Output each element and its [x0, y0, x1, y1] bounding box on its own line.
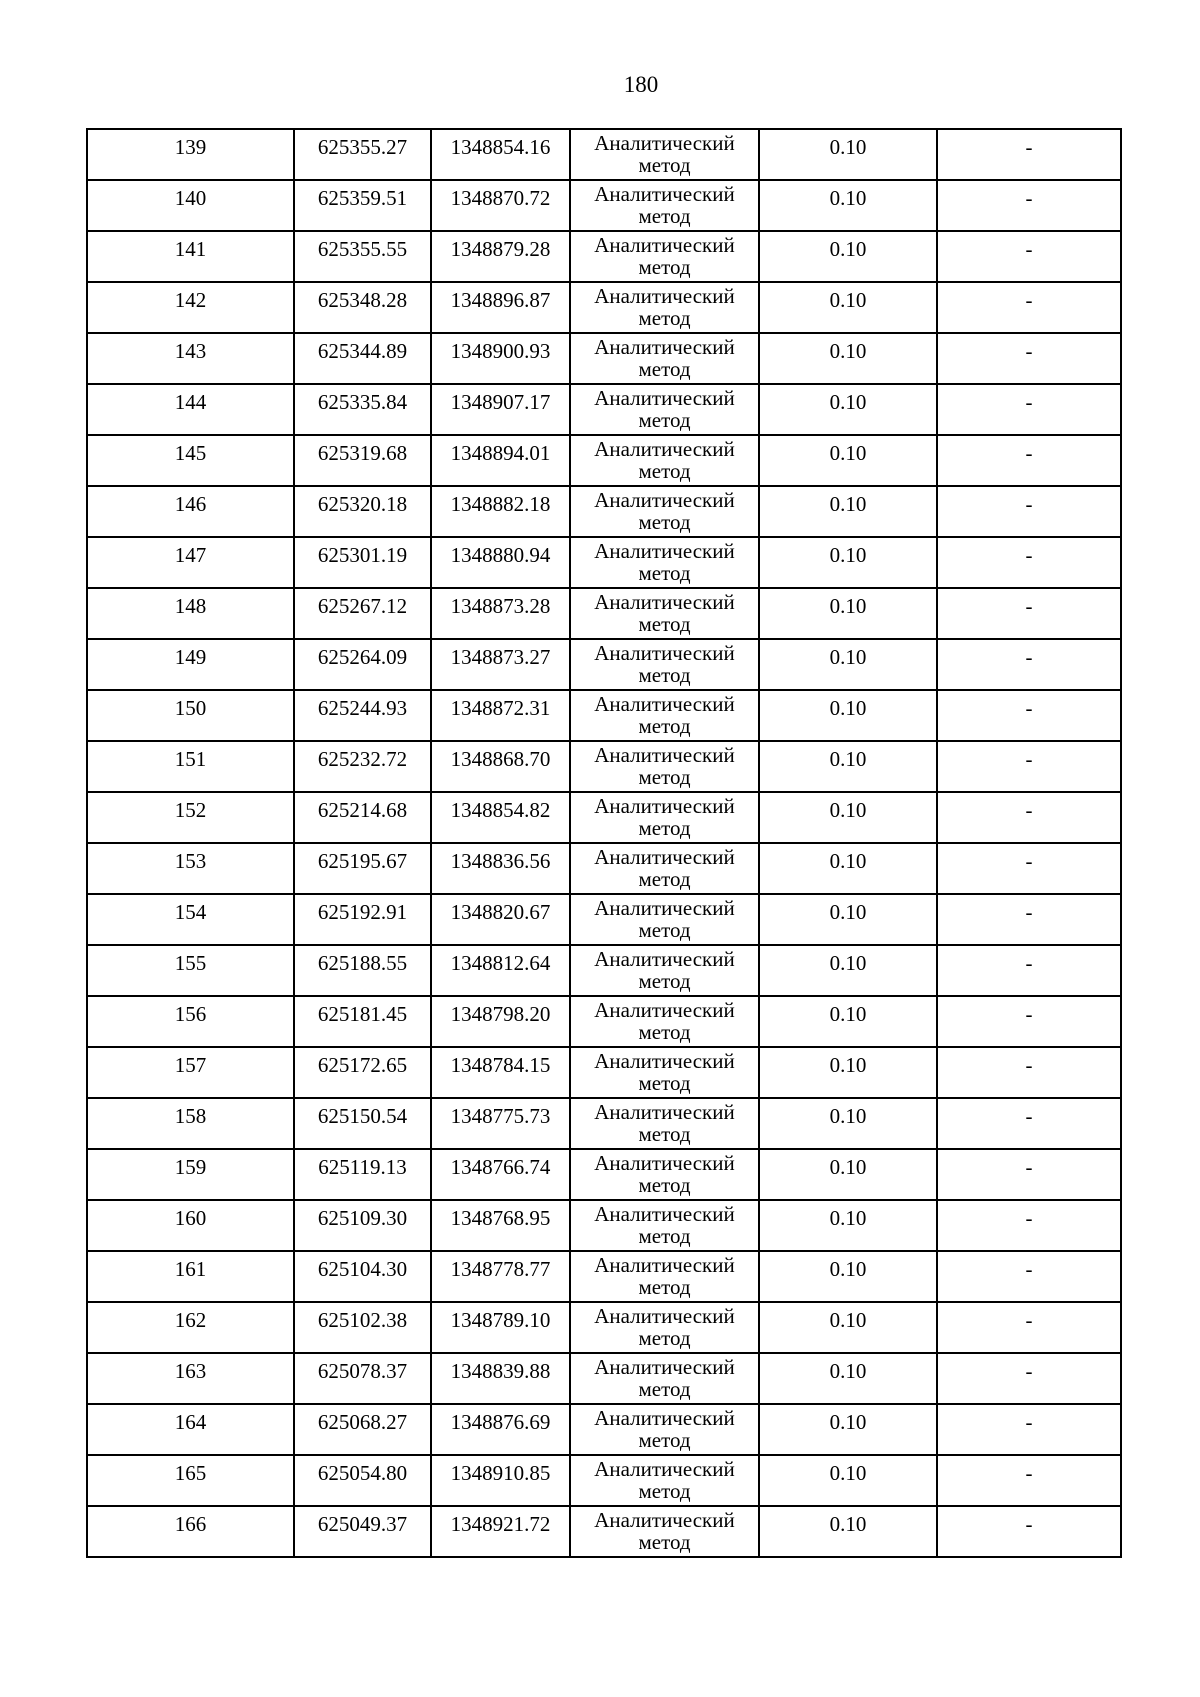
method-cell — [570, 945, 759, 996]
table-row — [87, 1506, 1121, 1557]
point-number-cell: 140 — [87, 180, 294, 231]
method-line-2: метод — [638, 663, 691, 687]
method-line-1: Аналитический — [594, 998, 735, 1022]
method-line-1: Аналитический — [594, 284, 735, 308]
point-number-cell: 146 — [87, 486, 294, 537]
x-coordinate-cell: 625319.68 — [294, 435, 431, 486]
method-cell — [570, 996, 759, 1047]
point-number-cell: 163 — [87, 1353, 294, 1404]
note-cell: - — [937, 435, 1121, 486]
method-line-1: Аналитический — [594, 1100, 735, 1124]
table-row — [87, 945, 1121, 996]
x-coordinate-cell: 625078.37 — [294, 1353, 431, 1404]
y-coordinate-cell: 1348854.82 — [431, 792, 570, 843]
note-cell: - — [937, 792, 1121, 843]
y-coordinate-cell: 1348872.31 — [431, 690, 570, 741]
note-cell: - — [937, 282, 1121, 333]
point-number-cell: 165 — [87, 1455, 294, 1506]
method-line-1: Аналитический — [594, 1304, 735, 1328]
x-coordinate-cell: 625054.80 — [294, 1455, 431, 1506]
accuracy-cell: 0.10 — [759, 1353, 937, 1404]
table-row — [87, 996, 1121, 1047]
method-line-2: метод — [638, 255, 691, 279]
table-row — [87, 486, 1121, 537]
method-cell — [570, 639, 759, 690]
method-line-1: Аналитический — [594, 590, 735, 614]
method-line-2: метод — [638, 1173, 691, 1197]
method-cell — [570, 843, 759, 894]
accuracy-cell: 0.10 — [759, 690, 937, 741]
table-row — [87, 180, 1121, 231]
method-line-1: Аналитический — [594, 539, 735, 563]
note-cell: - — [937, 129, 1121, 180]
table-row — [87, 843, 1121, 894]
note-cell: - — [937, 537, 1121, 588]
method-line-1: Аналитический — [594, 641, 735, 665]
note-cell: - — [937, 588, 1121, 639]
table-row — [87, 1455, 1121, 1506]
accuracy-cell: 0.10 — [759, 1404, 937, 1455]
table-row — [87, 894, 1121, 945]
table-row — [87, 1251, 1121, 1302]
table-row — [87, 639, 1121, 690]
method-line-2: метод — [638, 1275, 691, 1299]
accuracy-cell: 0.10 — [759, 741, 937, 792]
method-line-2: метод — [638, 357, 691, 381]
method-line-2: метод — [638, 408, 691, 432]
y-coordinate-cell: 1348775.73 — [431, 1098, 570, 1149]
accuracy-cell: 0.10 — [759, 1200, 937, 1251]
table-row — [87, 1047, 1121, 1098]
point-number-cell: 156 — [87, 996, 294, 1047]
y-coordinate-cell: 1348839.88 — [431, 1353, 570, 1404]
note-cell: - — [937, 1200, 1121, 1251]
y-coordinate-cell: 1348766.74 — [431, 1149, 570, 1200]
point-number-cell: 147 — [87, 537, 294, 588]
x-coordinate-cell: 625355.55 — [294, 231, 431, 282]
y-coordinate-cell: 1348868.70 — [431, 741, 570, 792]
coordinates-table — [86, 128, 1122, 1558]
point-number-cell: 158 — [87, 1098, 294, 1149]
y-coordinate-cell: 1348879.28 — [431, 231, 570, 282]
method-line-2: метод — [638, 1428, 691, 1452]
x-coordinate-cell: 625119.13 — [294, 1149, 431, 1200]
table-row — [87, 741, 1121, 792]
table-body — [87, 129, 1121, 1557]
table-row — [87, 435, 1121, 486]
method-cell — [570, 588, 759, 639]
point-number-cell: 148 — [87, 588, 294, 639]
point-number-cell: 161 — [87, 1251, 294, 1302]
method-line-1: Аналитический — [594, 335, 735, 359]
y-coordinate-cell: 1348768.95 — [431, 1200, 570, 1251]
accuracy-cell: 0.10 — [759, 1455, 937, 1506]
point-number-cell: 159 — [87, 1149, 294, 1200]
method-line-1: Аналитический — [594, 182, 735, 206]
method-line-2: метод — [638, 153, 691, 177]
method-line-2: метод — [638, 459, 691, 483]
method-cell — [570, 1353, 759, 1404]
x-coordinate-cell: 625102.38 — [294, 1302, 431, 1353]
method-line-1: Аналитический — [594, 794, 735, 818]
method-line-2: метод — [638, 510, 691, 534]
method-line-2: метод — [638, 969, 691, 993]
method-line-2: метод — [638, 1326, 691, 1350]
method-cell — [570, 741, 759, 792]
accuracy-cell: 0.10 — [759, 231, 937, 282]
x-coordinate-cell: 625301.19 — [294, 537, 431, 588]
method-line-2: метод — [638, 714, 691, 738]
note-cell: - — [937, 1251, 1121, 1302]
note-cell: - — [937, 945, 1121, 996]
method-line-1: Аналитический — [594, 488, 735, 512]
method-line-2: метод — [638, 1020, 691, 1044]
method-cell — [570, 1149, 759, 1200]
x-coordinate-cell: 625320.18 — [294, 486, 431, 537]
x-coordinate-cell: 625344.89 — [294, 333, 431, 384]
method-line-2: метод — [638, 765, 691, 789]
accuracy-cell: 0.10 — [759, 1506, 937, 1557]
point-number-cell: 160 — [87, 1200, 294, 1251]
method-cell — [570, 282, 759, 333]
y-coordinate-cell: 1348798.20 — [431, 996, 570, 1047]
method-cell — [570, 1047, 759, 1098]
method-cell — [570, 435, 759, 486]
accuracy-cell: 0.10 — [759, 945, 937, 996]
table-row — [87, 1302, 1121, 1353]
x-coordinate-cell: 625172.65 — [294, 1047, 431, 1098]
point-number-cell: 142 — [87, 282, 294, 333]
method-line-2: метод — [638, 1479, 691, 1503]
method-line-2: метод — [638, 918, 691, 942]
method-cell — [570, 180, 759, 231]
note-cell: - — [937, 1149, 1121, 1200]
table-row — [87, 384, 1121, 435]
table-row — [87, 231, 1121, 282]
page-number: 180 — [623, 72, 659, 97]
accuracy-cell: 0.10 — [759, 1047, 937, 1098]
note-cell: - — [937, 486, 1121, 537]
x-coordinate-cell: 625264.09 — [294, 639, 431, 690]
note-cell: - — [937, 639, 1121, 690]
accuracy-cell: 0.10 — [759, 486, 937, 537]
method-cell — [570, 1251, 759, 1302]
method-line-1: Аналитический — [594, 1355, 735, 1379]
method-line-1: Аналитический — [594, 1049, 735, 1073]
y-coordinate-cell: 1348836.56 — [431, 843, 570, 894]
point-number-cell: 150 — [87, 690, 294, 741]
method-line-2: метод — [638, 561, 691, 585]
method-cell — [570, 486, 759, 537]
point-number-cell: 166 — [87, 1506, 294, 1557]
method-line-1: Аналитический — [594, 233, 735, 257]
point-number-cell: 152 — [87, 792, 294, 843]
point-number-cell: 153 — [87, 843, 294, 894]
y-coordinate-cell: 1348789.10 — [431, 1302, 570, 1353]
y-coordinate-cell: 1348900.93 — [431, 333, 570, 384]
accuracy-cell: 0.10 — [759, 333, 937, 384]
method-cell — [570, 792, 759, 843]
table-row — [87, 1149, 1121, 1200]
method-line-1: Аналитический — [594, 1151, 735, 1175]
method-cell — [570, 384, 759, 435]
method-line-1: Аналитический — [594, 896, 735, 920]
point-number-cell: 154 — [87, 894, 294, 945]
table-row — [87, 1098, 1121, 1149]
method-line-1: Аналитический — [594, 692, 735, 716]
accuracy-cell: 0.10 — [759, 588, 937, 639]
table-row — [87, 588, 1121, 639]
point-number-cell: 157 — [87, 1047, 294, 1098]
point-number-cell: 164 — [87, 1404, 294, 1455]
method-cell — [570, 1098, 759, 1149]
accuracy-cell: 0.10 — [759, 996, 937, 1047]
note-cell: - — [937, 690, 1121, 741]
x-coordinate-cell: 625267.12 — [294, 588, 431, 639]
point-number-cell: 162 — [87, 1302, 294, 1353]
method-line-2: метод — [638, 1224, 691, 1248]
accuracy-cell: 0.10 — [759, 843, 937, 894]
method-cell — [570, 1200, 759, 1251]
y-coordinate-cell: 1348784.15 — [431, 1047, 570, 1098]
x-coordinate-cell: 625150.54 — [294, 1098, 431, 1149]
note-cell: - — [937, 180, 1121, 231]
method-cell — [570, 231, 759, 282]
x-coordinate-cell: 625192.91 — [294, 894, 431, 945]
accuracy-cell: 0.10 — [759, 1149, 937, 1200]
accuracy-cell: 0.10 — [759, 1251, 937, 1302]
method-line-1: Аналитический — [594, 1457, 735, 1481]
x-coordinate-cell: 625195.67 — [294, 843, 431, 894]
y-coordinate-cell: 1348820.67 — [431, 894, 570, 945]
x-coordinate-cell: 625104.30 — [294, 1251, 431, 1302]
y-coordinate-cell: 1348876.69 — [431, 1404, 570, 1455]
y-coordinate-cell: 1348882.18 — [431, 486, 570, 537]
accuracy-cell: 0.10 — [759, 894, 937, 945]
y-coordinate-cell: 1348910.85 — [431, 1455, 570, 1506]
method-cell — [570, 129, 759, 180]
x-coordinate-cell: 625348.28 — [294, 282, 431, 333]
x-coordinate-cell: 625109.30 — [294, 1200, 431, 1251]
method-cell — [570, 333, 759, 384]
x-coordinate-cell: 625181.45 — [294, 996, 431, 1047]
note-cell: - — [937, 231, 1121, 282]
method-line-2: метод — [638, 306, 691, 330]
method-line-1: Аналитический — [594, 1253, 735, 1277]
accuracy-cell: 0.10 — [759, 282, 937, 333]
method-line-1: Аналитический — [594, 845, 735, 869]
y-coordinate-cell: 1348880.94 — [431, 537, 570, 588]
note-cell: - — [937, 843, 1121, 894]
method-cell — [570, 1455, 759, 1506]
method-line-2: метод — [638, 1122, 691, 1146]
accuracy-cell: 0.10 — [759, 180, 937, 231]
accuracy-cell: 0.10 — [759, 792, 937, 843]
point-number-cell: 141 — [87, 231, 294, 282]
x-coordinate-cell: 625355.27 — [294, 129, 431, 180]
method-line-2: метод — [638, 816, 691, 840]
point-number-cell: 143 — [87, 333, 294, 384]
y-coordinate-cell: 1348894.01 — [431, 435, 570, 486]
x-coordinate-cell: 625068.27 — [294, 1404, 431, 1455]
point-number-cell: 155 — [87, 945, 294, 996]
note-cell: - — [937, 741, 1121, 792]
note-cell: - — [937, 384, 1121, 435]
table-row — [87, 129, 1121, 180]
method-cell — [570, 894, 759, 945]
point-number-cell: 149 — [87, 639, 294, 690]
method-line-2: метод — [638, 867, 691, 891]
note-cell: - — [937, 894, 1121, 945]
method-line-2: метод — [638, 204, 691, 228]
table-row — [87, 690, 1121, 741]
y-coordinate-cell: 1348870.72 — [431, 180, 570, 231]
point-number-cell: 151 — [87, 741, 294, 792]
method-line-1: Аналитический — [594, 1508, 735, 1532]
method-line-1: Аналитический — [594, 131, 735, 155]
point-number-cell: 145 — [87, 435, 294, 486]
table-row — [87, 333, 1121, 384]
accuracy-cell: 0.10 — [759, 384, 937, 435]
point-number-cell: 139 — [87, 129, 294, 180]
method-line-1: Аналитический — [594, 947, 735, 971]
table-row — [87, 282, 1121, 333]
y-coordinate-cell: 1348873.28 — [431, 588, 570, 639]
note-cell: - — [937, 333, 1121, 384]
method-cell — [570, 690, 759, 741]
accuracy-cell: 0.10 — [759, 1098, 937, 1149]
method-line-1: Аналитический — [594, 386, 735, 410]
note-cell: - — [937, 1353, 1121, 1404]
y-coordinate-cell: 1348778.77 — [431, 1251, 570, 1302]
method-line-1: Аналитический — [594, 1406, 735, 1430]
method-line-2: метод — [638, 1071, 691, 1095]
table-row — [87, 1200, 1121, 1251]
table-row — [87, 1353, 1121, 1404]
note-cell: - — [937, 1506, 1121, 1557]
accuracy-cell: 0.10 — [759, 537, 937, 588]
y-coordinate-cell: 1348854.16 — [431, 129, 570, 180]
method-cell — [570, 1302, 759, 1353]
method-line-2: метод — [638, 1377, 691, 1401]
y-coordinate-cell: 1348921.72 — [431, 1506, 570, 1557]
method-line-2: метод — [638, 612, 691, 636]
accuracy-cell: 0.10 — [759, 1302, 937, 1353]
y-coordinate-cell: 1348907.17 — [431, 384, 570, 435]
note-cell: - — [937, 1404, 1121, 1455]
method-line-2: метод — [638, 1530, 691, 1554]
table-row — [87, 537, 1121, 588]
note-cell: - — [937, 1302, 1121, 1353]
method-cell — [570, 1506, 759, 1557]
note-cell: - — [937, 996, 1121, 1047]
method-line-1: Аналитический — [594, 1202, 735, 1226]
x-coordinate-cell: 625049.37 — [294, 1506, 431, 1557]
table-row — [87, 1404, 1121, 1455]
x-coordinate-cell: 625188.55 — [294, 945, 431, 996]
y-coordinate-cell: 1348873.27 — [431, 639, 570, 690]
y-coordinate-cell: 1348896.87 — [431, 282, 570, 333]
x-coordinate-cell: 625244.93 — [294, 690, 431, 741]
x-coordinate-cell: 625214.68 — [294, 792, 431, 843]
x-coordinate-cell: 625359.51 — [294, 180, 431, 231]
method-line-1: Аналитический — [594, 743, 735, 767]
accuracy-cell: 0.10 — [759, 639, 937, 690]
point-number-cell: 144 — [87, 384, 294, 435]
x-coordinate-cell: 625335.84 — [294, 384, 431, 435]
note-cell: - — [937, 1455, 1121, 1506]
y-coordinate-cell: 1348812.64 — [431, 945, 570, 996]
x-coordinate-cell: 625232.72 — [294, 741, 431, 792]
note-cell: - — [937, 1047, 1121, 1098]
method-cell — [570, 1404, 759, 1455]
table-row — [87, 792, 1121, 843]
accuracy-cell: 0.10 — [759, 129, 937, 180]
accuracy-cell: 0.10 — [759, 435, 937, 486]
method-cell — [570, 537, 759, 588]
method-line-1: Аналитический — [594, 437, 735, 461]
note-cell: - — [937, 1098, 1121, 1149]
